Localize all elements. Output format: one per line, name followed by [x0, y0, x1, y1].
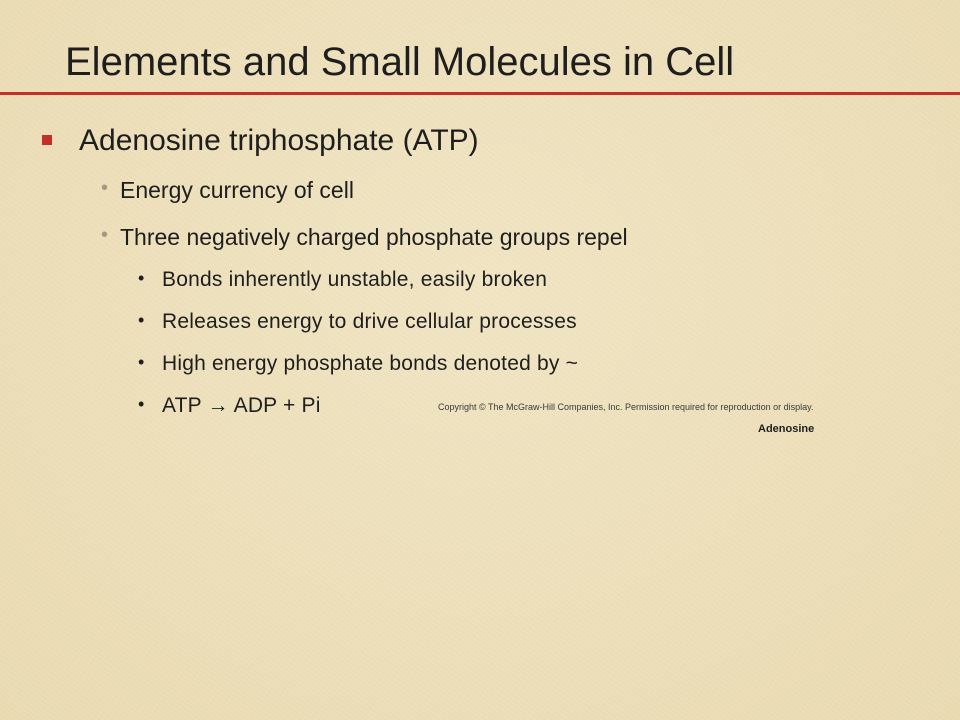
- bullet-text: Releases energy to drive cellular processes: [162, 310, 577, 333]
- bullet-text: Three negatively charged phosphate groups repel: [120, 224, 628, 250]
- slide-title: Elements and Small Molecules in Cell: [65, 40, 735, 84]
- bullet-text: Adenosine triphosphate (ATP): [79, 124, 479, 157]
- square-bullet-icon: [42, 135, 52, 145]
- bullet-text: ATP → ADP + Pi: [162, 394, 321, 417]
- dot-bullet-icon: •: [101, 224, 109, 246]
- dot-bullet-icon: •: [138, 352, 145, 372]
- copyright-notice: Copyright © The McGraw-Hill Companies, Inc. Permission required for reproduction or display.: [438, 402, 814, 412]
- dot-bullet-icon: •: [138, 268, 145, 288]
- dot-bullet-icon: •: [138, 394, 145, 414]
- dot-bullet-icon: •: [101, 177, 109, 199]
- bullet-text: High energy phosphate bonds denoted by ~: [162, 352, 579, 375]
- figure-label: Adenosine: [758, 423, 815, 434]
- bullet-text: Bonds inherently unstable, easily broken: [162, 268, 548, 291]
- dot-bullet-icon: •: [138, 310, 145, 330]
- title-divider: [0, 92, 960, 95]
- bullet-text: Energy currency of cell: [120, 177, 354, 203]
